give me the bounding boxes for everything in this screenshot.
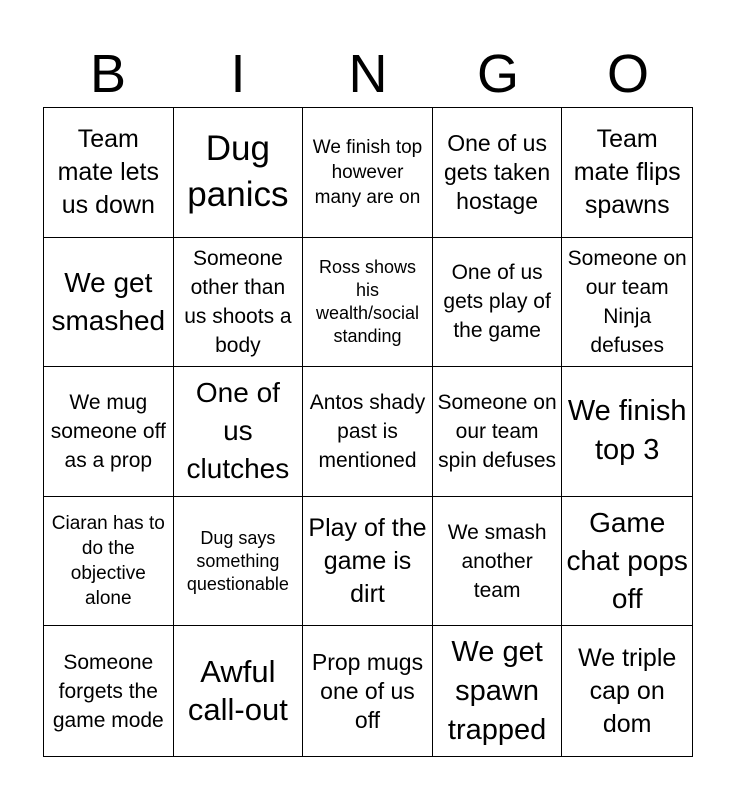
bingo-cell[interactable] bbox=[303, 497, 433, 627]
cell-text: One of us clutches bbox=[186, 377, 290, 485]
cell-text: We finish top however many are on bbox=[312, 136, 423, 208]
bingo-grid bbox=[43, 107, 693, 757]
cell-text: Prop mugs one of us off bbox=[311, 648, 424, 733]
cell-text: We smash another team bbox=[447, 520, 547, 602]
header-letter-o: O bbox=[606, 44, 649, 104]
header-letter-n: N bbox=[348, 44, 388, 104]
cell-text: We get smashed bbox=[51, 266, 166, 336]
cell-text: Dug says something questionable bbox=[186, 527, 289, 594]
bingo-cell[interactable] bbox=[433, 367, 563, 497]
header-letter-g: G bbox=[476, 44, 519, 104]
cell-text: Game chat pops off bbox=[566, 507, 688, 615]
cell-text: One of us gets play of the game bbox=[443, 261, 551, 343]
bingo-cell[interactable] bbox=[44, 497, 174, 627]
cell-text: Ciaran has to do the objective alone bbox=[51, 513, 165, 610]
cell-text: Team mate lets us down bbox=[57, 124, 160, 219]
bingo-cell[interactable] bbox=[44, 108, 174, 238]
bingo-cell[interactable] bbox=[44, 367, 174, 497]
bingo-cell[interactable] bbox=[303, 108, 433, 238]
cell-text: Dug panics bbox=[187, 129, 289, 215]
bingo-cell[interactable] bbox=[44, 626, 174, 756]
bingo-cell[interactable] bbox=[562, 108, 692, 238]
header-letter-b: B bbox=[89, 44, 127, 104]
cell-text: We mug someone off as a prop bbox=[50, 390, 166, 472]
bingo-cell[interactable] bbox=[303, 367, 433, 497]
cell-text: We finish top 3 bbox=[567, 395, 687, 467]
cell-text: One of us gets taken hostage bbox=[444, 129, 551, 214]
bingo-cell[interactable] bbox=[433, 497, 563, 627]
bingo-cell[interactable] bbox=[174, 626, 304, 756]
bingo-cell[interactable] bbox=[174, 367, 304, 497]
bingo-cell[interactable] bbox=[562, 626, 692, 756]
cell-text: Antos shady past is mentioned bbox=[309, 390, 426, 472]
cell-text: Play of the game is dirt bbox=[308, 513, 427, 608]
header-letter-i: I bbox=[230, 44, 246, 104]
cell-text: Someone other than us shoots a body bbox=[184, 246, 292, 357]
bingo-cell[interactable] bbox=[433, 108, 563, 238]
bingo-cell[interactable] bbox=[562, 367, 692, 497]
bingo-header bbox=[43, 44, 693, 104]
bingo-cell[interactable] bbox=[303, 626, 433, 756]
cell-text: Ross shows his wealth/social standing bbox=[315, 256, 420, 346]
bingo-cell[interactable] bbox=[303, 238, 433, 368]
bingo-cell[interactable] bbox=[562, 497, 692, 627]
bingo-cell[interactable] bbox=[433, 238, 563, 368]
bingo-cell[interactable] bbox=[562, 238, 692, 368]
cell-text: We triple cap on dom bbox=[578, 643, 677, 738]
cell-text: Someone on our team spin defuses bbox=[437, 390, 557, 472]
bingo-cell[interactable] bbox=[433, 626, 563, 756]
cell-text: Team mate flips spawns bbox=[573, 124, 681, 219]
cell-text: Awful call-out bbox=[187, 654, 288, 728]
bingo-cell[interactable] bbox=[44, 238, 174, 368]
cell-text: Someone forgets the game mode bbox=[52, 650, 164, 732]
bingo-cell[interactable] bbox=[174, 497, 304, 627]
cell-text: We get spawn trapped bbox=[447, 635, 547, 746]
cell-text: Someone on our team Ninja defuses bbox=[567, 246, 687, 357]
bingo-cell[interactable] bbox=[174, 108, 304, 238]
bingo-cell[interactable] bbox=[174, 238, 304, 368]
